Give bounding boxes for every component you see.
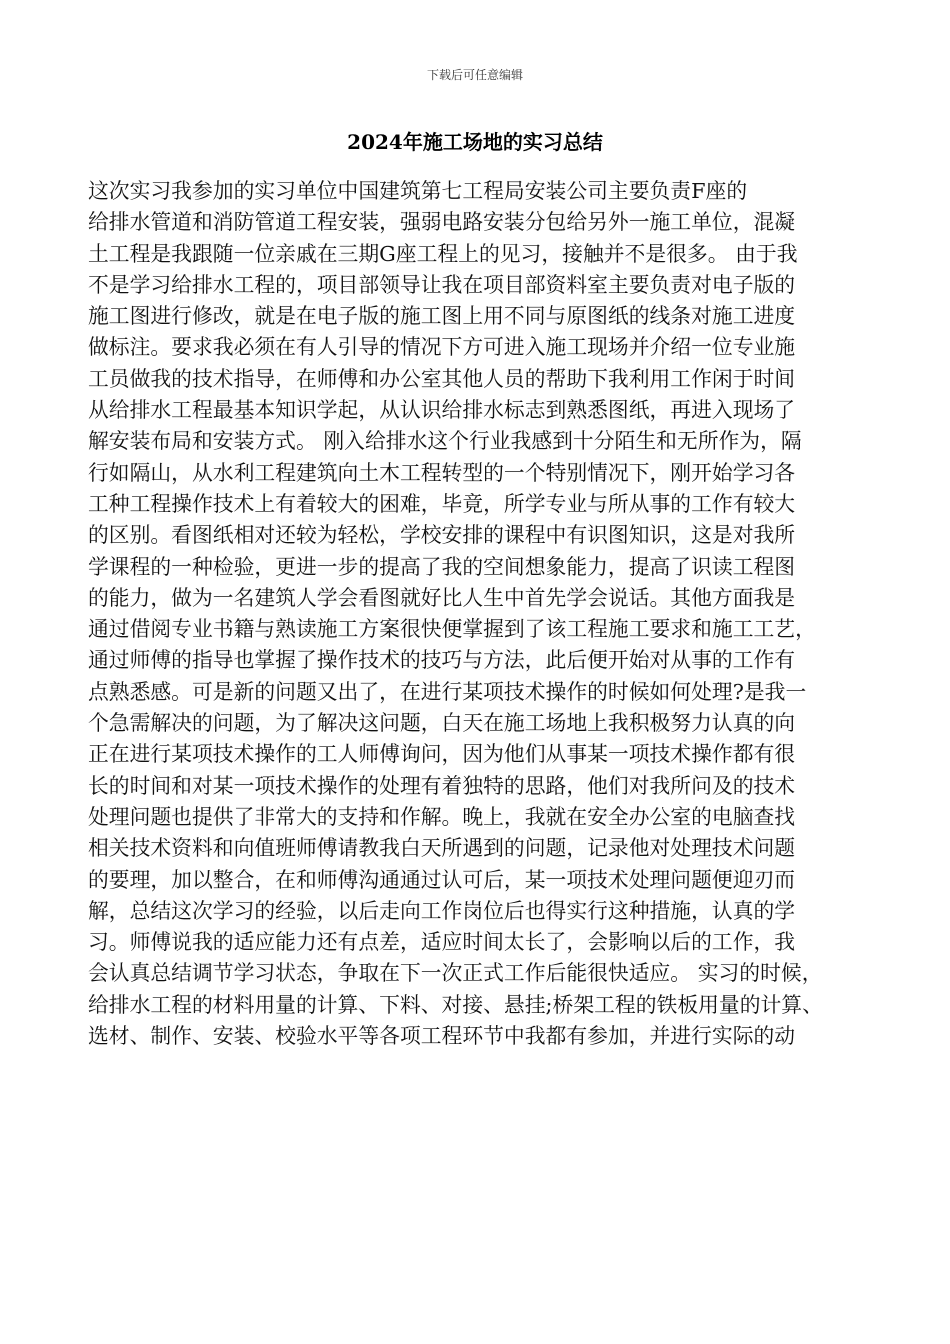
header-note: 下载后可任意编辑 [426, 68, 523, 82]
document-title: 2024年施工场地的实习总结 [347, 130, 603, 154]
text-line: 解安装布局和安装方式。 刚入给排水这个行业我感到十分陌生和无所作为，隔 [88, 429, 802, 454]
text-line: 土工程是我跟随一位亲戚在三期G座工程上的见习，接触并不是很多。 由于我 [88, 241, 798, 266]
text-line: 行如隔山，从水利工程建筑向土木工程转型的一个特别情况下，刚开始学习各 [88, 460, 796, 485]
text-line: 个急需解决的问题，为了解决这问题，白天在施工场地上我积极努力认真的向 [88, 711, 796, 736]
text-line: 从给排水工程最基本知识学起，从认识给排水标志到熟悉图纸，再进入现场了 [88, 398, 796, 423]
text-line: 选材、制作、安装、校验水平等各项工程环节中我都有参加，并进行实际的动 [88, 1024, 796, 1049]
text-line: 工种工程操作技术上有着较大的困难，毕竟，所学专业与所从事的工作有较大 [88, 491, 796, 516]
text-line: 习。师傅说我的适应能力还有点差，适应时间太长了，会影响以后的工作，我 [88, 930, 796, 955]
text-line: 的能力，做为一名建筑人学会看图就好比人生中首先学会说话。其他方面我是 [88, 585, 796, 610]
text-line: 的区别。看图纸相对还较为轻松，学校安排的课程中有识图知识，这是对我所 [88, 523, 796, 548]
text-line: 工员做我的技术指导，在师傅和办公室其他人员的帮助下我利用工作闲于时间 [88, 366, 796, 391]
text-line: 相关技术资料和向值班师傅请教我白天所遇到的问题，记录他对处理技术问题 [88, 836, 796, 861]
text-line: 做标注。要求我必须在有人引导的情况下方可进入施工现场并介绍一位专业施 [88, 335, 796, 360]
text-line: 处理问题也提供了非常大的支持和作解。晚上，我就在安全办公室的电脑查找 [88, 804, 796, 829]
text-line: 通过师傅的指导也掌握了操作技术的技巧与方法，此后便开始对从事的工作有 [88, 648, 796, 673]
text-line: 通过借阅专业书籍与熟读施工方案很快便掌握到了该工程施工要求和施工工艺， [88, 617, 816, 642]
text-line: 给排水工程的材料用量的计算、下料、对接、悬挂;桥架工程的铁板用量的计算、 [88, 992, 823, 1017]
text-line: 给排水管道和消防管道工程安装，强弱电路安装分包给另外一施工单位，混凝 [88, 210, 796, 235]
text-line: 的要理，加以整合，在和师傅沟通通过认可后，某一项技术处理问题便迎刃而 [88, 867, 796, 892]
body-paragraph [88, 176, 878, 1052]
text-line: 点熟悉感。可是新的问题又出了，在进行某项技术操作的时候如何处理?是我一 [88, 679, 807, 704]
text-line: 会认真总结调节学习状态，争取在下一次正式工作后能很快适应。 实习的时候， [88, 961, 823, 986]
text-line: 不是学习给排水工程的，项目部领导让我在项目部资料室主要负责对电子版的 [88, 272, 796, 297]
text-line: 学课程的一种检验，更进一步的提高了我的空间想象能力，提高了识读工程图 [88, 554, 796, 579]
text-line: 施工图进行修改，就是在电子版的施工图上用不同与原图纸的线条对施工进度 [88, 304, 796, 329]
text-line: 长的时间和对某一项技术操作的处理有着独特的思路，他们对我所问及的技术 [88, 773, 796, 798]
text-line: 解，总结这次学习的经验，以后走向工作岗位后也得实行这种措施，认真的学 [88, 898, 796, 923]
text-line: 正在进行某项技术操作的工人师傅询问，因为他们从事某一项技术操作都有很 [88, 742, 796, 767]
text-line: 这次实习我参加的实习单位中国建筑第七工程局安装公司主要负责F座的 [88, 179, 748, 203]
